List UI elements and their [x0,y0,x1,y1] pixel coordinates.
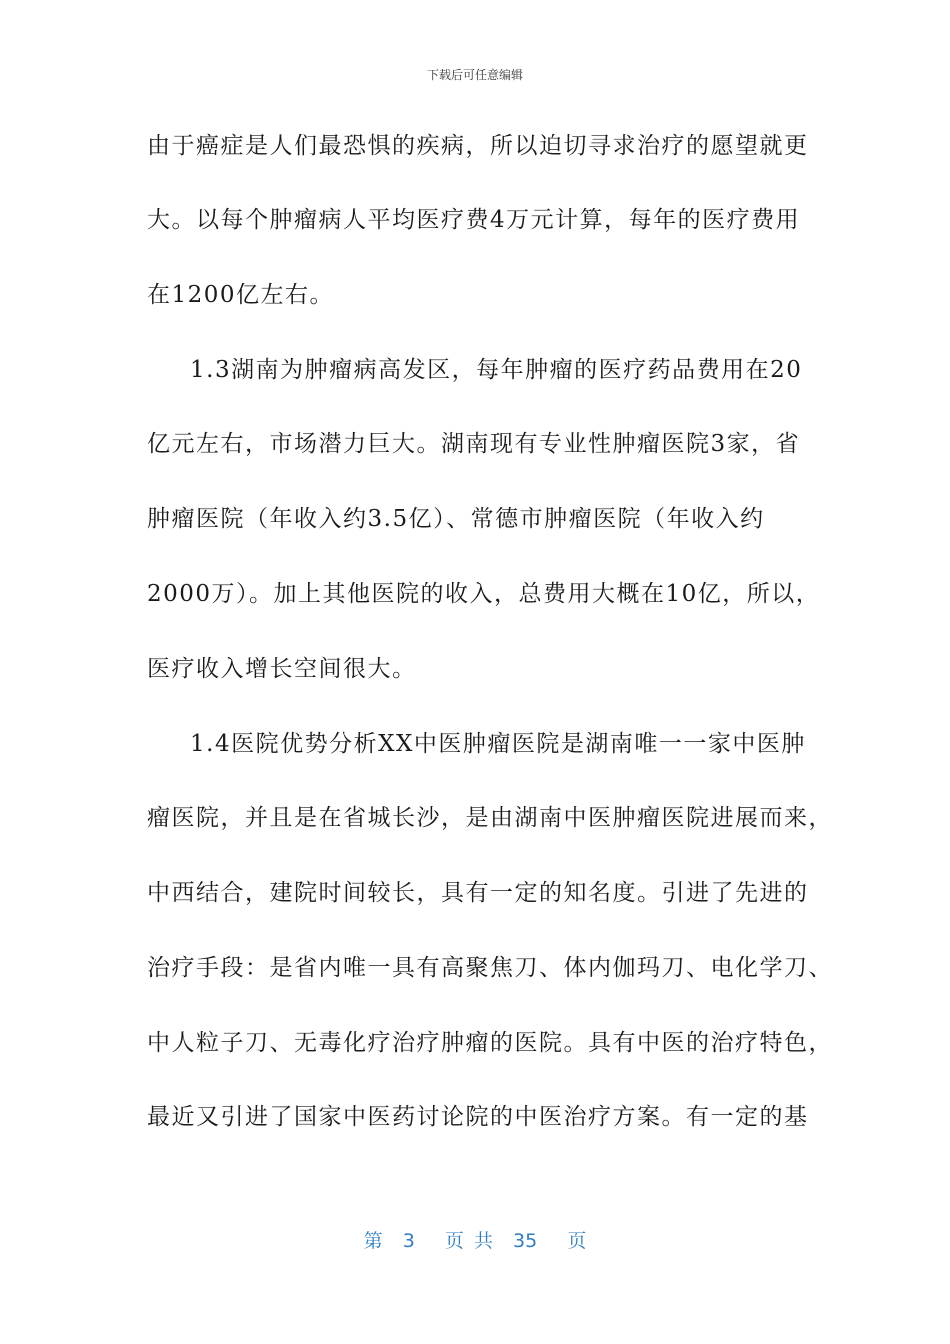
paragraph-line: 大。以每个肿瘤病人平均医疗费4万元计算，每年的医疗费用 [147,207,801,233]
paragraph-line: 1.4医院优势分析XX中医肿瘤医院是湖南唯一一家中医肿 [190,731,806,757]
paragraph-line: 1.3湖南为肿瘤病高发区，每年肿瘤的医疗药品费用在20 [190,357,803,383]
page-number-label: 第 3 页 共 35 页 [363,1230,587,1252]
header-note: 下载后可任意编辑 [426,68,523,82]
paragraph-line: 肿瘤医院（年收入约3.5亿）、常德市肿瘤医院（年收入约 [147,506,765,532]
paragraph-line: 中西结合，建院时间较长，具有一定的知名度。引进了先进的 [147,880,809,906]
paragraph-line: 由于癌症是人们最恐惧的疾病，所以迫切寻求治疗的愿望就更 [147,133,809,159]
paragraph-line: 2000万）。加上其他医院的收入，总费用大概在10亿，所以， [147,581,821,607]
page-footer [0,1226,950,1253]
paragraph-line: 在1200亿左右。 [147,282,335,308]
paragraph-line: 瘤医院，并且是在省城长沙，是由湖南中医肿瘤医院进展而来， [147,805,833,831]
paragraph-line: 最近又引进了国家中医药讨论院的中医治疗方案。有一定的基 [147,1104,809,1130]
paragraph-line: 医疗收入增长空间很大。 [147,656,417,682]
paragraph-line: 亿元左右，市场潜力巨大。湖南现有专业性肿瘤医院3家，省 [147,431,801,457]
paragraph-line: 中人粒子刀、无毒化疗治疗肿瘤的医院。具有中医的治疗特色， [147,1030,833,1056]
paragraph-line: 治疗手段：是省内唯一具有高聚焦刀、体内伽玛刀、电化学刀、 [147,955,833,981]
